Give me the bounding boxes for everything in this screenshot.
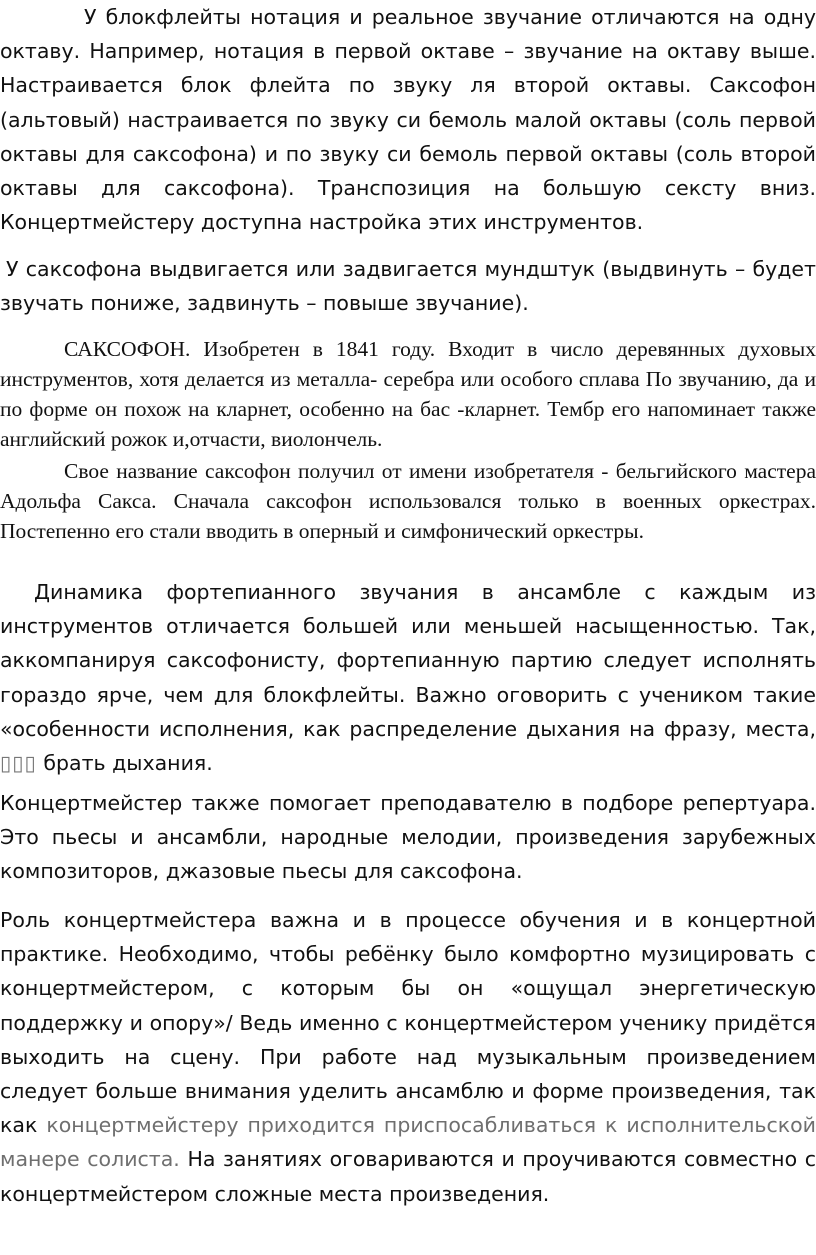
- paragraph-repertoire: Концертмейстер также помогает преподавателю в подборе репертуара. Это пьесы и ансамбли, народные мелодии, произведения зарубежных композиторов, джазовые пьесы для саксофона.: [0, 791, 816, 884]
- paragraph-saxophone-invention: САКСОФОН. Изобретен в 1841 году. Входит в число деревянных духовых инструментов, хотя делается из металла- серебра или особого сплава По звучанию, да и по форме он похож на кларнет, особенно на бас -кларнет. Тембр его напоминает также английский рожок и,отчасти, виолончель.: [0, 337, 816, 451]
- paragraph-saxophone-name: Свое название саксофон получил от имени изобретателя - бельгийского мастера Адольфа Сакса. Сначала саксофон использовался только в военных оркестрах. Постепенно его стали вводить в оперный и симфонический оркестры.: [0, 459, 816, 543]
- missing-glyph-icon: ▯▯▯: [0, 751, 37, 776]
- highlighted-phrase: концертмейстеру приходится приспосабливаться к исполнительской манере солиста.: [0, 1113, 816, 1172]
- paragraph-accompanist-role-end: На занятиях оговариваются и проучиваются совместно с концертмейстером сложные места произведения.: [0, 1147, 816, 1206]
- paragraph-piano-dynamics-end: брать дыхания.: [43, 751, 213, 776]
- paragraph-mouthpiece: У саксофона выдвигается или задвигается мундштук (выдвинуть – будет звучать пониже, задвинуть – повыше звучание).: [0, 257, 816, 316]
- paragraph-accompanist-role: [0, 903, 816, 1211]
- paragraph-accompanist-role-text: Роль концертмейстера важна и в процессе обучения и в концертной практике. Необходимо, чтобы ребёнку было комфортно музицировать с концертмейстером, с которым бы он «ощущал энергетическую поддержку и опору»/ Ведь именно с концертмейстером ученику придётся выходить на сцену. При работе над музыкальным произведением следует больше внимания уделить ансамблю и форме произведения, так как: [0, 908, 816, 1138]
- paragraph-blockflute-notation: У блокфлейты нотация и реальное звучание отличаются на одну октаву. Например, нотация в первой октаве – звучание на октаву выше. Настраивается блок флейта по звуку ля второй октавы. Саксофон (альтовый) настраивается по звуку си бемоль малой октавы (соль первой октавы для саксофона) и по звуку си бемоль первой октавы (соль второй октавы для саксофона). Транспозиция на большую сексту вниз. Концертмейстеру доступна настройка этих инструментов.: [0, 5, 816, 235]
- paragraph-piano-dynamics: [0, 575, 816, 780]
- paragraph-piano-dynamics-text: Динамика фортепианного звучания в ансамбле с каждым из инструментов отличается большей или меньшей насыщенностью. Так, аккомпанируя саксофонисту, фортепианную партию следует исполнять гораздо ярче, чем для блокфлейты. Важно оговорить с учеником такие «особенности исполнения, как распределение дыхания на фразу, места,: [0, 580, 816, 741]
